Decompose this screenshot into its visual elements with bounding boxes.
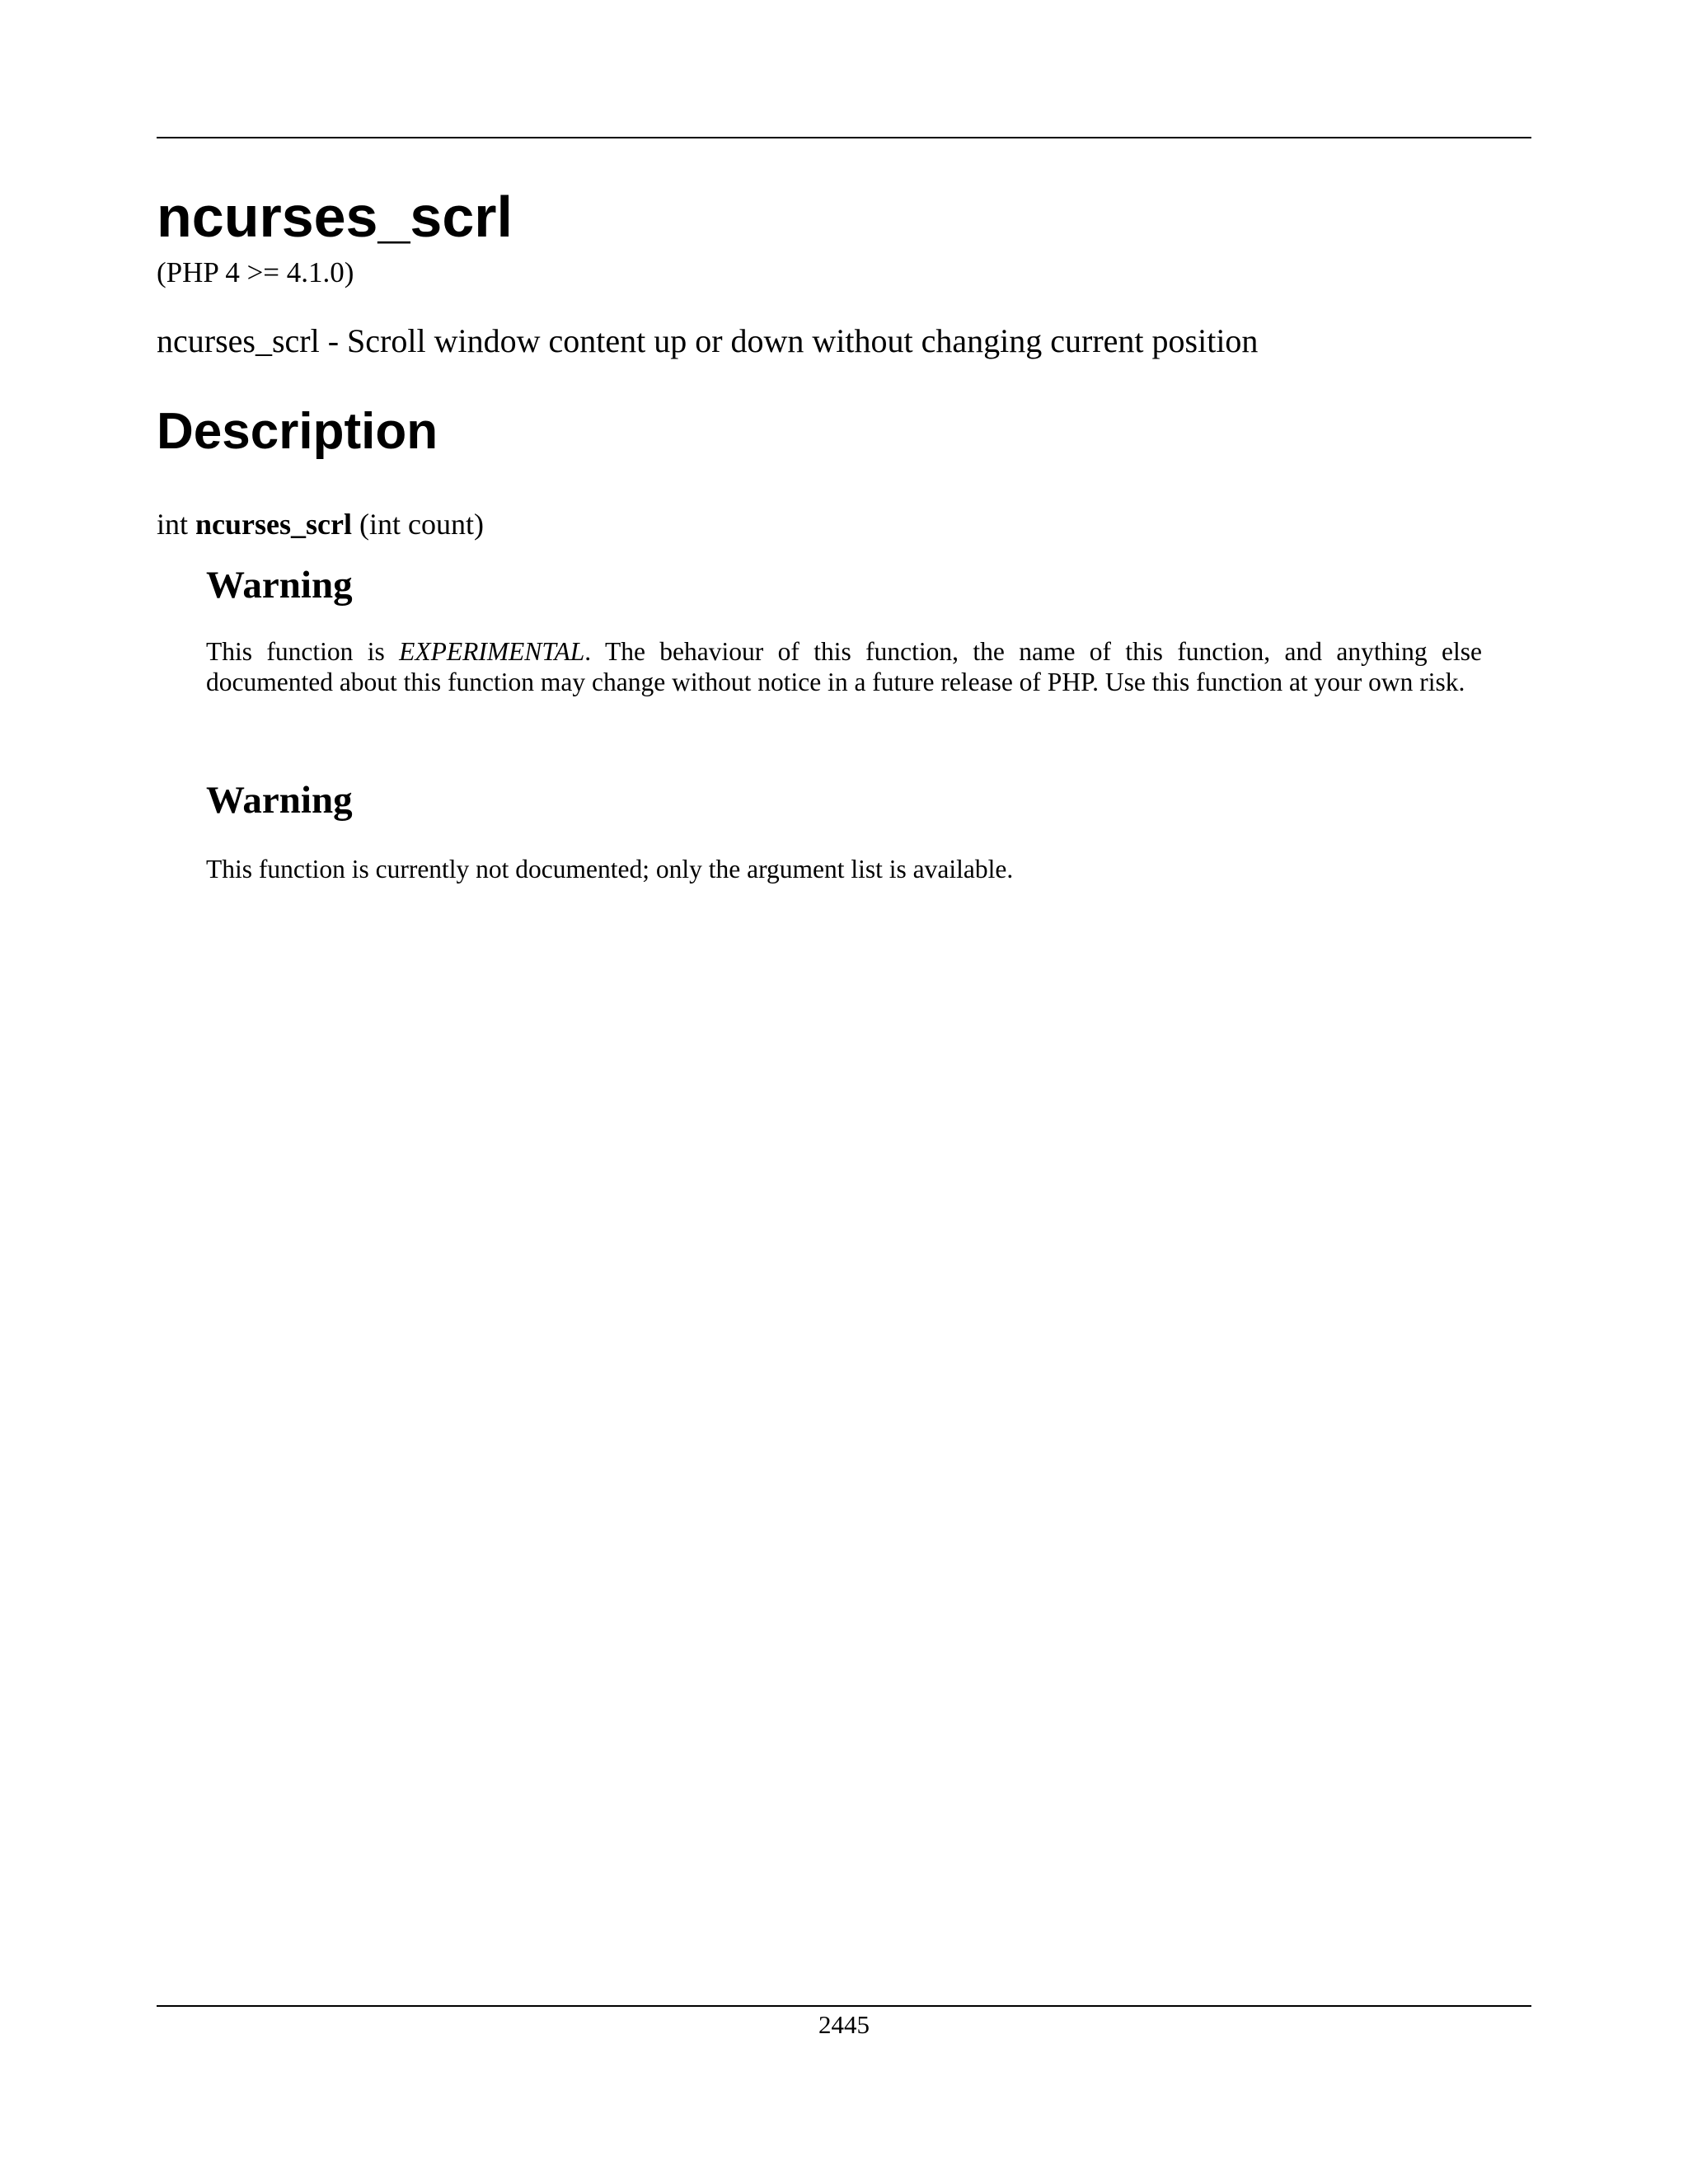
version-info: (PHP 4 >= 4.1.0) xyxy=(157,256,354,288)
warning-text-undocumented: This function is currently not documented; only the argument list is available. xyxy=(206,855,1014,883)
warning-title-experimental: Warning xyxy=(206,564,353,607)
warning-title-undocumented: Warning xyxy=(206,779,353,822)
function-params: (int count) xyxy=(351,508,484,541)
description-heading: Description xyxy=(157,403,438,460)
header-rule xyxy=(157,137,1531,138)
return-type: int xyxy=(157,508,196,541)
warning-text-after: . The behaviour of this function, the name of this function, and anything else documented about this function may change without notice in a future release of PHP. Use this function at your own risk. xyxy=(206,637,1482,696)
function-synopsis xyxy=(157,507,484,542)
page-title: ncurses_scrl xyxy=(157,185,513,249)
function-purpose: ncurses_scrl - Scroll window content up or down without changing current position xyxy=(157,322,1259,359)
page-number: 2445 xyxy=(818,2010,870,2039)
footer-rule xyxy=(157,2005,1531,2007)
function-name: ncurses_scrl xyxy=(195,508,352,541)
warning-text-experimental xyxy=(206,636,1482,697)
experimental-emphasis: EXPERIMENTAL xyxy=(399,637,585,666)
warning-text-before: This function is xyxy=(206,637,400,666)
